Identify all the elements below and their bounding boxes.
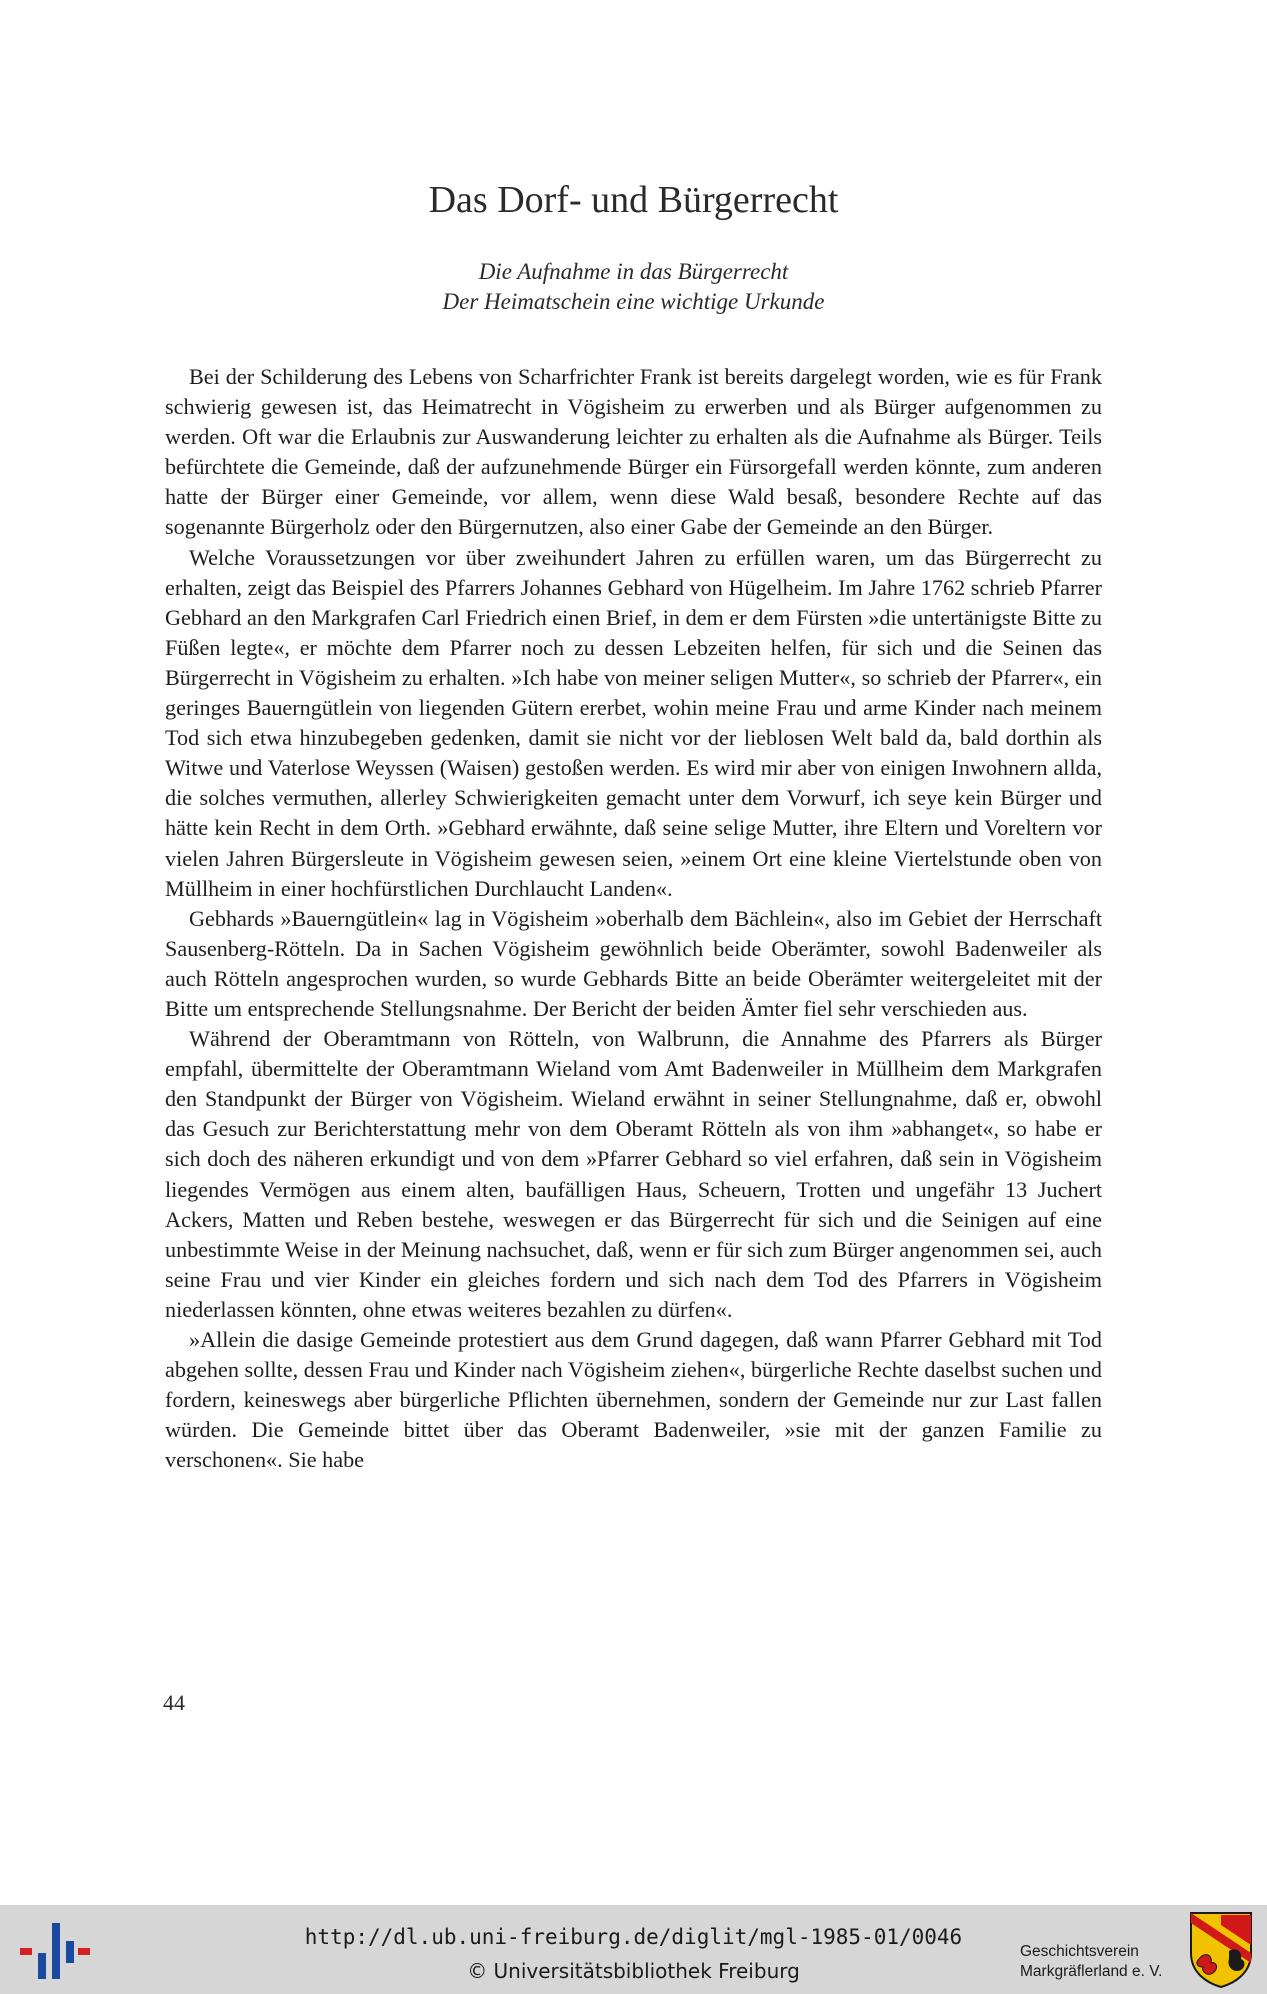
paragraph-1: Bei der Schilderung des Lebens von Scharfrichter Frank ist bereits dargelegt worden, wie es für Frank schwierig gewesen ist, das Heimatrecht in Vögisheim zu erwerben und als Bürger aufgenommen zu werden. Oft war die Erlaubnis zur Auswanderung leichter zu erhalten als die Aufnahme als Bürger. Teils befürchtete die Gemeinde, daß der aufzunehmende Bürger ein Fürsorgefall werden könnte, zum anderen hatte der Bürger einer Gemeinde, vor allem, wenn diese Wald besaß, besondere Rechte auf das sogenannte Bürgerholz oder den Bürgernutzen, also einer Gabe der Gemeinde an den Bürger. <box>165 364 1102 540</box>
paragraph-3: Gebhards »Bauerngütlein« lag in Vögisheim »oberhalb dem Bächlein«, also im Gebiet der Herrschaft Sausenberg-Rötteln. Da in Sachen Vögisheim gewöhnlich beide Oberämter, sowohl Badenweiler als auch Rötteln angesprochen wurden, so wurde Gebhards Bitte an beide Oberämter weitergeleitet mit der Bitte um entsprechende Stellungsnahme. Der Bericht der beiden Ämter fiel sehr verschieden aus. <box>165 905 1102 1021</box>
paragraph-5: »Allein die dasige Gemeinde protestiert aus dem Grund dagegen, daß wann Pfarrer Gebhard mit Tod abgehen sollte, dessen Frau und Kinder nach Vögisheim ziehen«, bürgerliche Rechte daselbst suchen und fordern, keineswegs aber bürgerliche Pflichten übernehmen, sondern der Gemeinde nur zur Last fallen würden. Die Gemeinde bittet über das Oberamt Badenweiler, »sie mit der ganzen Familie zu verschonen«. Sie habe <box>165 1327 1102 1473</box>
society-name <box>1020 1942 1188 1982</box>
page-number: 44 <box>163 1690 185 1715</box>
body-text <box>165 362 1102 1475</box>
paragraph-2: Welche Voraussetzungen vor über zweihundert Jahren zu erfüllen waren, um das Bürgerrecht zu erhalten, zeigt das Beispiel des Pfarrers Johannes Gebhard von Hügelheim. Im Jahre 1762 schrieb Pfarrer Gebhard an den Markgrafen Carl Friedrich einen Brief, in dem er dem Fürsten »die untertänigste Bitte zu Füßen legte«, er möchte dem Pfarrer noch zu dessen Lebzeiten helfen, für sich und die Seinen das Bürgerrecht in Vögisheim zu erhalten. »Ich habe von meiner seligen Mutter«, so schrieb der Pfarrer«, ein geringes Bauerngütlein von liegenden Gütern ererbet, wohin meine Frau und arme Kinder nach meinem Tod sich etwa hinzubegeben gedenken, damit sie nicht vor der lieblosen Welt bald da, bald dorthin als Witwe und Vaterlose Weyssen (Waisen) gestoßen werden. Es wird mir aber von einigen Inwohnern allda, die solches vermuthen, allerley Schwierigkeiten gemacht unter dem Vorwurf, ich seye kein Bürger und hätte kein Recht in dem Orth. »Gebhard erwähnte, daß seine selige Mutter, ihre Eltern und Voreltern vor vielen Jahren Bürgersleute in Vögisheim gewesen seien, »einem Ort eine kleine Viertelstunde oben von Müllheim in einer hochfürstlichen Durchlaucht Landen«. <box>165 544 1102 901</box>
footer-url-link[interactable]: http://dl.ub.uni-freiburg.de/diglit/mgl-1985-01/0046 <box>304 1925 963 1949</box>
crest-icon <box>1189 1911 1253 1989</box>
subtitle-line-2: Der Heimatschein eine wichtige Urkunde <box>442 289 825 314</box>
page-title: Das Dorf- und Bürgerrecht <box>428 179 839 221</box>
society-line-2: Markgräflerland e. V. <box>1020 1963 1163 1980</box>
footer-copyright: © Universitätsbibliothek Freiburg <box>467 1959 800 1983</box>
subtitle-line-1: Die Aufnahme in das Bürgerrecht <box>478 259 789 284</box>
society-line-1: Geschichtsverein <box>1020 1943 1139 1960</box>
paragraph-4: Während der Oberamtmann von Rötteln, von Walbrunn, die Annahme des Pfarrers als Bürger empfahl, übermittelte der Oberamtmann Wieland vom Amt Badenweiler in Müllheim dem Markgrafen den Standpunkt der Bürger von Vögisheim. Wieland erwähnt in seiner Stellungnahme, daß er, obwohl das Gesuch zur Berichterstattung mehr von dem Oberamt Rötteln als von ihm »abhanget«, so habe er sich doch des näheren erkundigt und von dem »Pfarrer Gebhard so viel erfahren, daß sein in Vögisheim liegendes Vermögen aus einem alten, baufälligen Haus, Scheuern, Trotten und ungefähr 13 Juchert Ackers, Matten und Reben bestehe, weswegen er das Bürgerrecht für sich und die Seinigen auf eine unbestimmte Weise in der Meinung nachsuchet, daß, wenn er für sich zum Bürger angenommen sei, auch seine Frau und vier Kinder ein gleiches fordern und sich nach dem Tod des Pfarrers in Vögisheim niederlassen könnten, ohne etwas weiteres bezahlen zu dürfen«. <box>165 1026 1102 1322</box>
footer-bar <box>0 1905 1267 1994</box>
